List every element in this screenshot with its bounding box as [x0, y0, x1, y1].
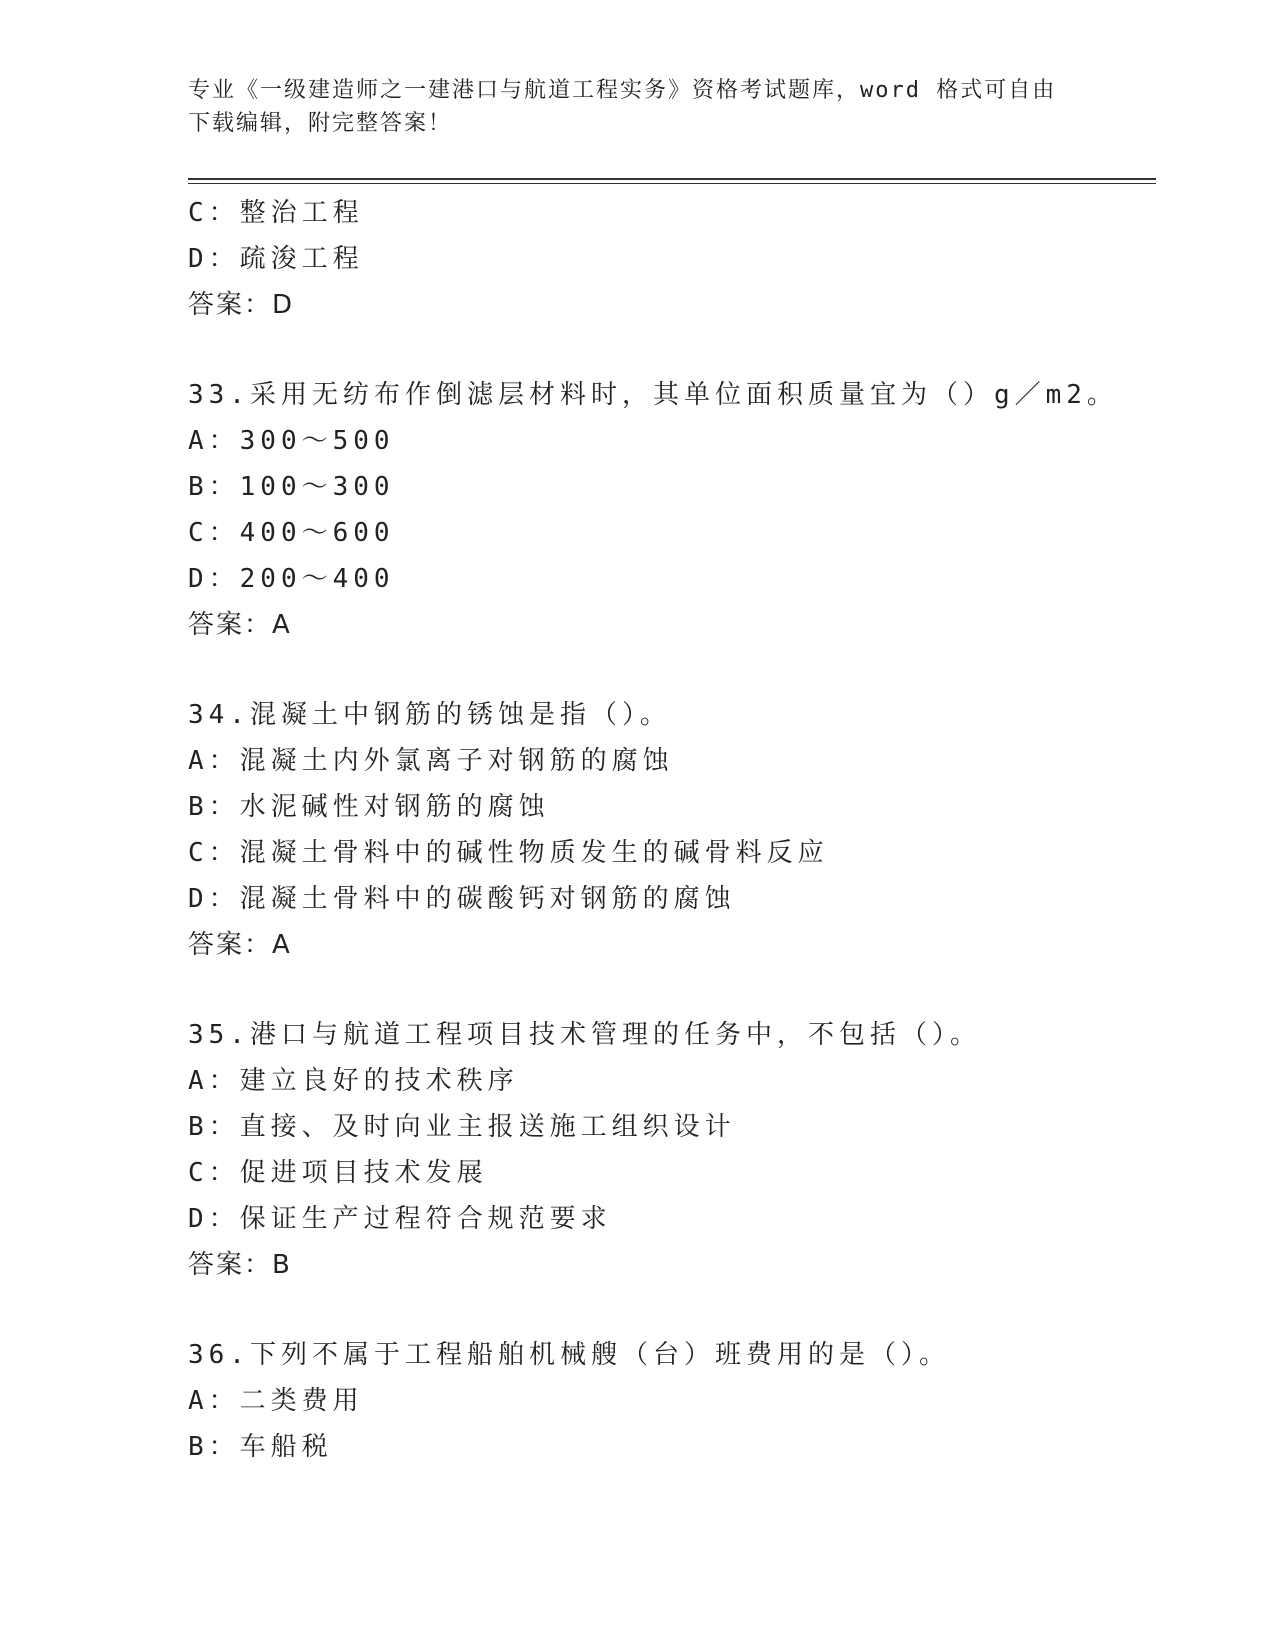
option-b: B：直接、及时向业主报送施工组织设计	[188, 1112, 736, 1142]
option-c: C：整治工程	[188, 198, 364, 228]
answer-label: 答案：D	[188, 290, 295, 320]
option-a: A：混凝土内外氯离子对钢筋的腐蚀	[188, 746, 674, 776]
option-a: A：300～500	[188, 426, 395, 456]
question-text: 34.混凝土中钢筋的锈蚀是指（）。	[188, 700, 671, 730]
option-a: A：建立良好的技术秩序	[188, 1066, 519, 1096]
option-c: C：400～600	[188, 518, 395, 548]
option-b: B：车船税	[188, 1432, 333, 1462]
header-line-2: 下载编辑，附完整答案！	[188, 111, 453, 136]
option-a: A：二类费用	[188, 1386, 364, 1416]
option-b: B：水泥碱性对钢筋的腐蚀	[188, 792, 550, 822]
question-33	[188, 372, 1148, 648]
option-b: B：100～300	[188, 472, 395, 502]
option-d: D：200～400	[188, 564, 395, 594]
document-header	[188, 74, 1088, 140]
question-content	[188, 190, 1148, 1470]
answer-label: 答案：B	[188, 1250, 292, 1280]
option-d: D：保证生产过程符合规范要求	[188, 1204, 612, 1234]
option-c: C：混凝土骨料中的碱性物质发生的碱骨料反应	[188, 838, 829, 868]
header-divider	[188, 178, 1156, 180]
question-35	[188, 1012, 1148, 1288]
option-d: D：疏浚工程	[188, 244, 364, 274]
option-c: C：促进项目技术发展	[188, 1158, 488, 1188]
header-divider-thin	[188, 183, 1156, 184]
option-d: D：混凝土骨料中的碳酸钙对钢筋的腐蚀	[188, 884, 736, 914]
question-34	[188, 692, 1148, 968]
partial-question	[188, 190, 1148, 328]
header-line-1: 专业《一级建造师之一建港口与航道工程实务》资格考试题库，word 格式可自由	[188, 78, 1057, 103]
question-text: 33.采用无纺布作倒滤层材料时，其单位面积质量宜为（）g／m2。	[188, 380, 1118, 410]
question-text: 35.港口与航道工程项目技术管理的任务中，不包括（）。	[188, 1020, 981, 1050]
question-36	[188, 1332, 1148, 1470]
answer-label: 答案：A	[188, 610, 292, 640]
answer-label: 答案：A	[188, 930, 292, 960]
question-text: 36.下列不属于工程船舶机械艘（台）班费用的是（）。	[188, 1340, 950, 1370]
